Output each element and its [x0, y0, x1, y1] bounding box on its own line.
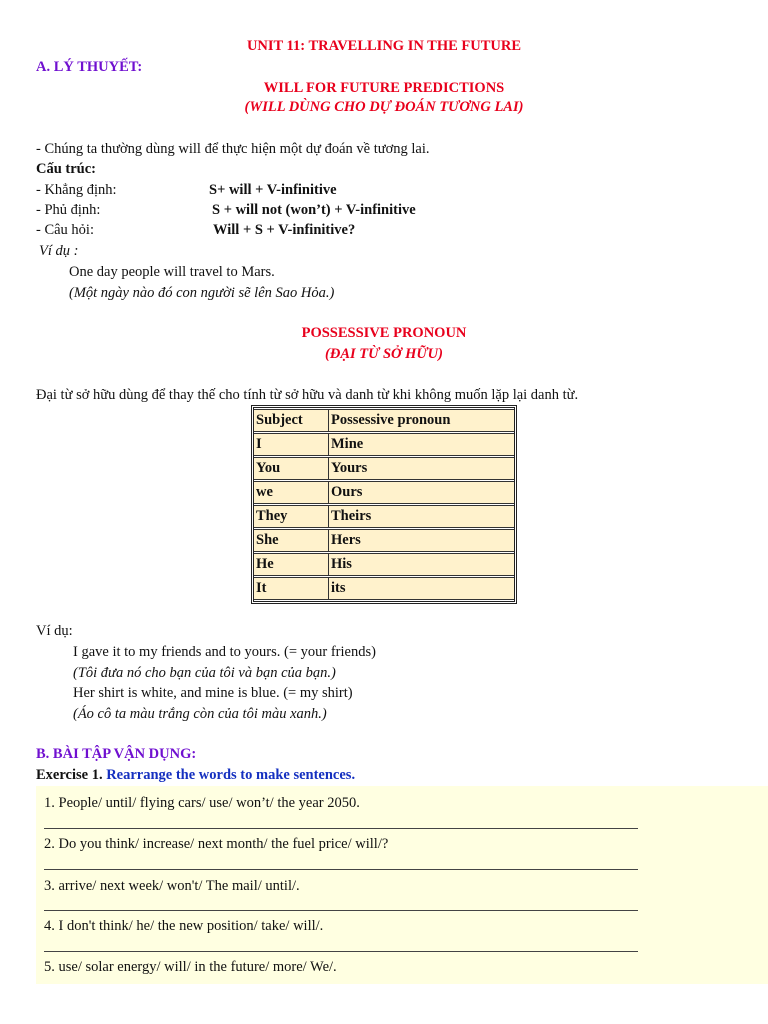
unit-title: UNIT 11: TRAVELLING IN THE FUTURE: [246, 38, 522, 54]
table-row: [254, 553, 514, 576]
table-row: [254, 433, 514, 456]
table-cell: Yours: [329, 457, 514, 480]
affirmative-label: - Khẳng định:: [36, 182, 117, 198]
question-label: - Câu hỏi:: [36, 222, 94, 238]
exercise-item: 4. I don't think/ he/ the new position/ take/ will/.: [44, 918, 324, 934]
answer-line: [44, 951, 638, 952]
table-cell: She: [254, 529, 329, 552]
table-header-cell: Possessive pronoun: [329, 409, 514, 432]
will-example-label: Ví dụ :: [39, 243, 79, 259]
table-row: [254, 529, 514, 552]
table-cell: I: [254, 433, 329, 456]
table-cell: It: [254, 577, 329, 600]
table-row: [254, 481, 514, 504]
will-intro: - Chúng ta thường dùng will để thực hiện một dự đoán về tương lai.: [36, 141, 430, 157]
table-cell: Mine: [329, 433, 514, 456]
will-title: WILL FOR FUTURE PREDICTIONS: [263, 80, 505, 96]
possessive-example2-en: Her shirt is white, and mine is blue. (= my shirt): [73, 685, 353, 701]
answer-line: [44, 828, 638, 829]
table-cell: His: [329, 553, 514, 576]
exercise1-heading: [36, 766, 355, 784]
table-header-row: [254, 409, 514, 432]
table-cell: Theirs: [329, 505, 514, 528]
structure-label: Cấu trúc:: [36, 161, 97, 177]
negative-formula: S + will not (won’t) + V-infinitive: [212, 202, 416, 218]
table-cell: He: [254, 553, 329, 576]
possessive-example1-vi: (Tôi đưa nó cho bạn của tôi và bạn của bạn.): [73, 665, 336, 681]
possessive-table: [251, 405, 517, 604]
negative-label: - Phủ định:: [36, 202, 101, 218]
possessive-title: POSSESSIVE PRONOUN: [301, 325, 467, 341]
possessive-example-label: Ví dụ:: [36, 623, 73, 639]
answer-line: [44, 910, 638, 911]
will-example-en: One day people will travel to Mars.: [69, 264, 275, 280]
will-subtitle: (WILL DÙNG CHO DỰ ĐOÁN TƯƠNG LAI): [244, 99, 524, 115]
possessive-example1-en: I gave it to my friends and to yours. (= your friends): [73, 644, 376, 660]
table-row: [254, 457, 514, 480]
table-cell: You: [254, 457, 329, 480]
exercise-item: 5. use/ solar energy/ will/ in the future/ more/ We/.: [44, 959, 337, 975]
affirmative-formula: S+ will + V-infinitive: [209, 182, 337, 198]
table-cell: They: [254, 505, 329, 528]
exercise1-label: Exercise 1.: [36, 767, 103, 783]
table-row: [254, 505, 514, 528]
exercise-item: 2. Do you think/ increase/ next month/ the fuel price/ will/?: [44, 836, 389, 852]
table-cell: we: [254, 481, 329, 504]
will-example-vi: (Một ngày nào đó con người sẽ lên Sao Hỏa.): [69, 285, 335, 301]
table-row: [254, 577, 514, 600]
answer-line: [44, 869, 638, 870]
possessive-subtitle: (ĐẠI TỪ SỞ HỮU): [325, 346, 443, 362]
section-a-heading: A. LÝ THUYẾT:: [36, 59, 143, 75]
section-b-heading: B. BÀI TẬP VẬN DỤNG:: [36, 746, 197, 762]
table-cell: Hers: [329, 529, 514, 552]
possessive-intro: Đại từ sở hữu dùng để thay thế cho tính từ sở hữu và danh từ khi không muốn lặp lại danh từ.: [36, 387, 579, 403]
table-cell: its: [329, 577, 514, 600]
table-cell: Ours: [329, 481, 514, 504]
exercise-item: 3. arrive/ next week/ won't/ The mail/ until/.: [44, 878, 300, 894]
exercise-item: 1. People/ until/ flying cars/ use/ won’t/ the year 2050.: [44, 795, 360, 811]
exercise1-instruction: Rearrange the words to make sentences.: [106, 767, 356, 783]
question-formula: Will + S + V-infinitive?: [213, 222, 356, 238]
possessive-example2-vi: (Áo cô ta màu trắng còn của tôi màu xanh.): [73, 706, 327, 722]
table-header-cell: Subject: [254, 409, 329, 432]
